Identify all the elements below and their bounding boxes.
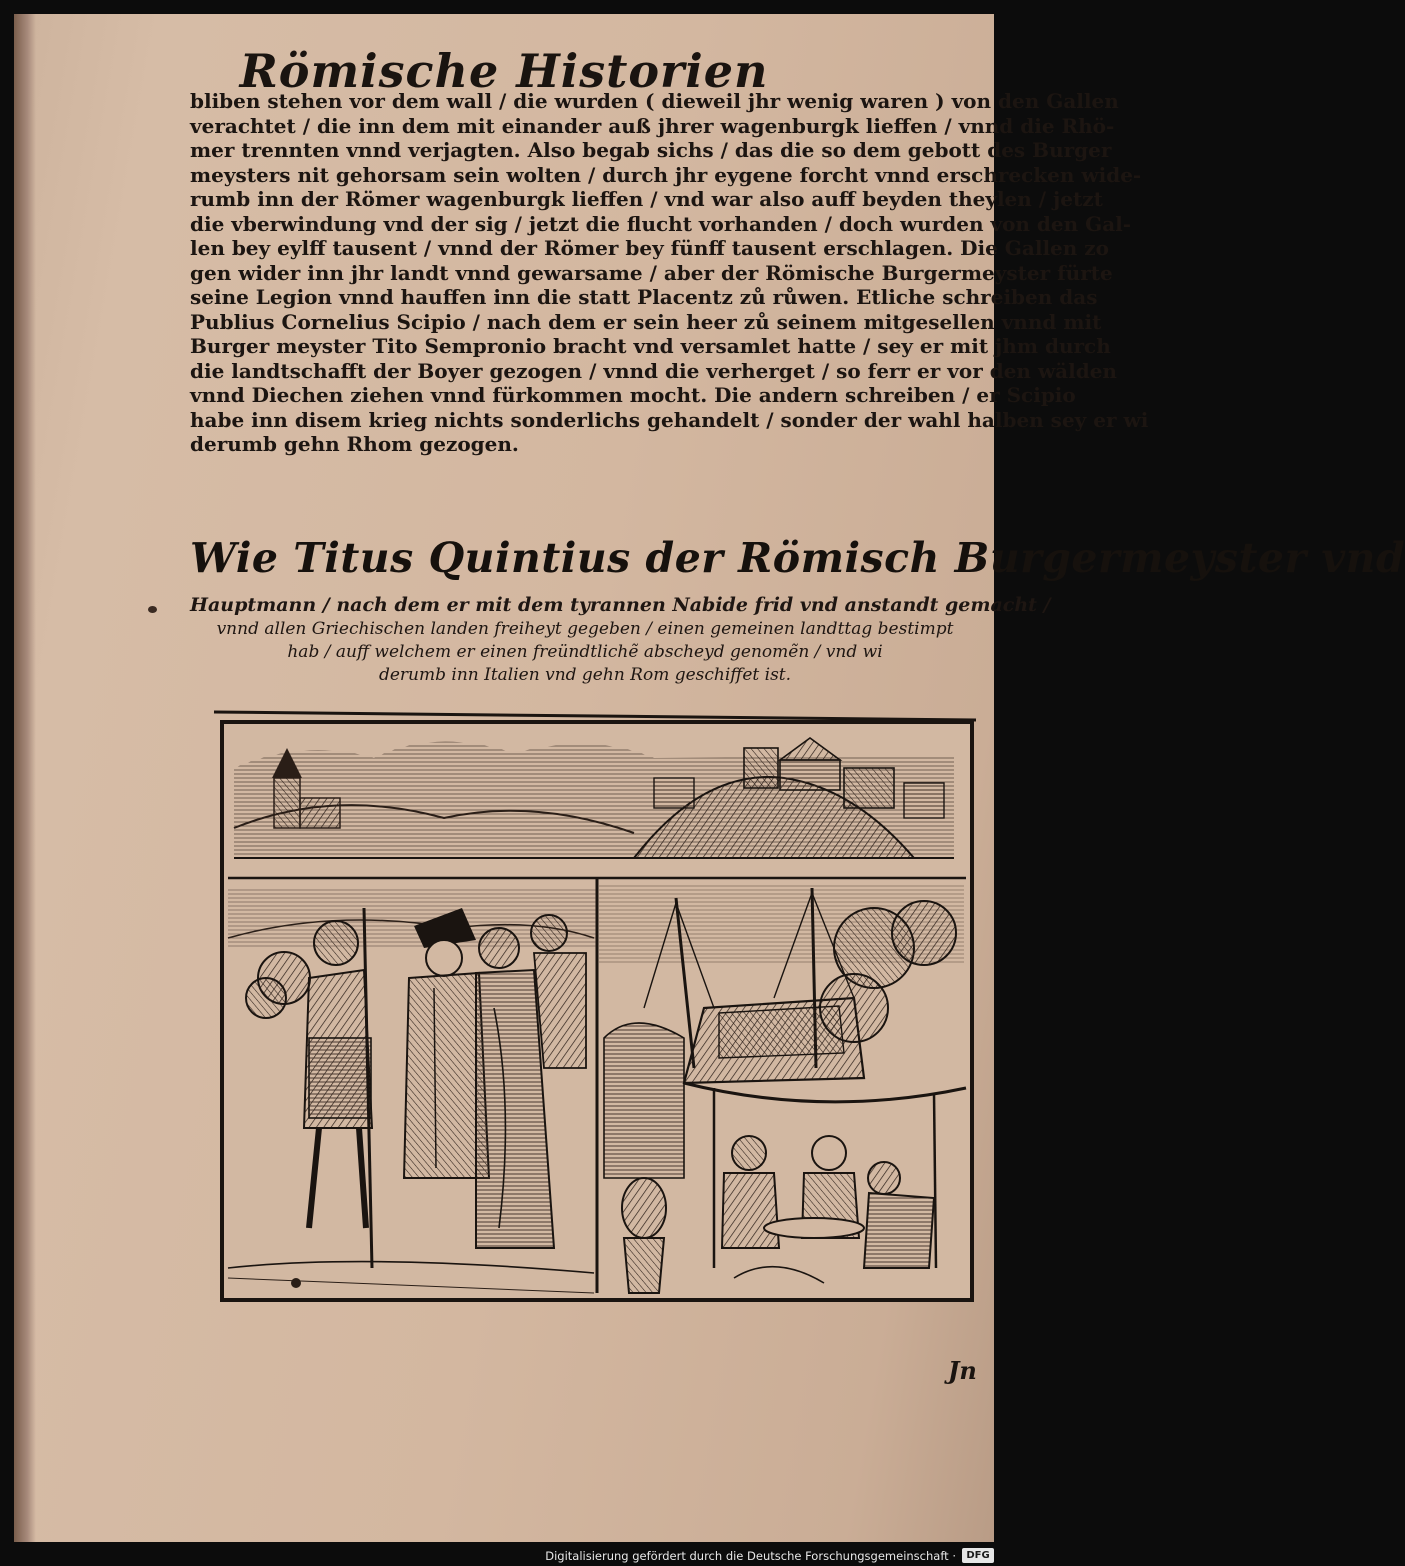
- text-line: rumb inn der Römer wagenburgk lieffen / vnd war also auff beyden theylen / jetzt: [190, 187, 1103, 211]
- text-line: die landtschafft der Boyer gezogen / vnnd die verherget / so ferr er vor den wälden: [190, 358, 1117, 383]
- text-line: Burger meyster Tito Sempronio bracht vnd versamlet hatte / sey er mit jhm durch: [190, 334, 1111, 358]
- woodcut-image: [214, 708, 976, 1308]
- text-line: mer trennten vnnd verjagten. Also begab sichs / das die so dem gebott des Burger: [190, 138, 1112, 162]
- text-line: seine Legion vnnd hauffen inn die statt Placentz zů růwen. Etliche schreiben das: [190, 285, 1098, 309]
- chapter-subtitle-line: vnnd allen Griechischen landen freiheyt gegeben / einen gemeinen landttag bestimpt: [216, 619, 954, 639]
- text-line: Publius Cornelius Scipio / nach dem er sein heer zů seinem mitgesellen vnnd mit: [190, 309, 1102, 334]
- text-line: die vberwindung vnd der sig / jetzt die flucht vorhanden / doch wurden von den Gal-: [190, 211, 1132, 236]
- text-line: derumb gehn Rhom gezogen.: [190, 432, 519, 456]
- text-line: meysters nit gehorsam sein wolten / durch jhr eygene forcht vnnd erschrecken wide-: [190, 162, 1142, 187]
- funding-notice: Digitalisierung gefördert durch die Deutsche Forschungsgemeinschaft ·: [545, 1549, 956, 1563]
- text-line: vnnd Diechen ziehen vnnd fürkommen mocht. Die andern schreiben / er Scipio: [190, 383, 1076, 407]
- chapter-subtitle-line: derumb inn Italien vnd gehn Rom geschiffet ist.: [378, 665, 792, 685]
- chapter-title: Wie Titus Quintius der Römisch Burgermeyster vnd: [190, 534, 1405, 582]
- woodcut-illustration: [214, 708, 976, 1308]
- text-line: bliben stehen vor dem wall / die wurden ( dieweil jhr wenig waren ) von den Gallen: [190, 89, 1119, 113]
- dfg-logo: DFG: [962, 1548, 994, 1563]
- text-line: habe inn disem krieg nichts sonderlichs gehandelt / sonder der wahl halben sey er wi: [190, 407, 1149, 432]
- ink-spot: [148, 606, 157, 613]
- catchword: Jn: [948, 1356, 977, 1385]
- text-line: gen wider inn jhr landt vnnd gewarsame / aber der Römische Burgermeyster fürte: [190, 260, 1113, 285]
- running-head: Römische Historien: [239, 44, 769, 98]
- body-text: [190, 89, 1149, 457]
- book-page: [14, 14, 1405, 1542]
- chapter-subtitle-line: Hauptmann / nach dem er mit dem tyrannen Nabide frid vnd anstandt gemacht /: [190, 594, 1051, 616]
- chapter-subtitle: [190, 592, 1051, 687]
- text-line: verachtet / die inn dem mit einander auß jhrer wagenburgk lieffen / vnnd die Rhö-: [190, 113, 1115, 138]
- footer-bar: [0, 1546, 1000, 1566]
- chapter-subtitle-line: hab / auff welchem er einen freündtlichẽ abscheyd genomẽn / vnd wi: [287, 642, 883, 662]
- text-line: len bey eylff tausent / vnnd der Römer bey fünff tausent erschlagen. Die Gallen zo: [190, 236, 1109, 260]
